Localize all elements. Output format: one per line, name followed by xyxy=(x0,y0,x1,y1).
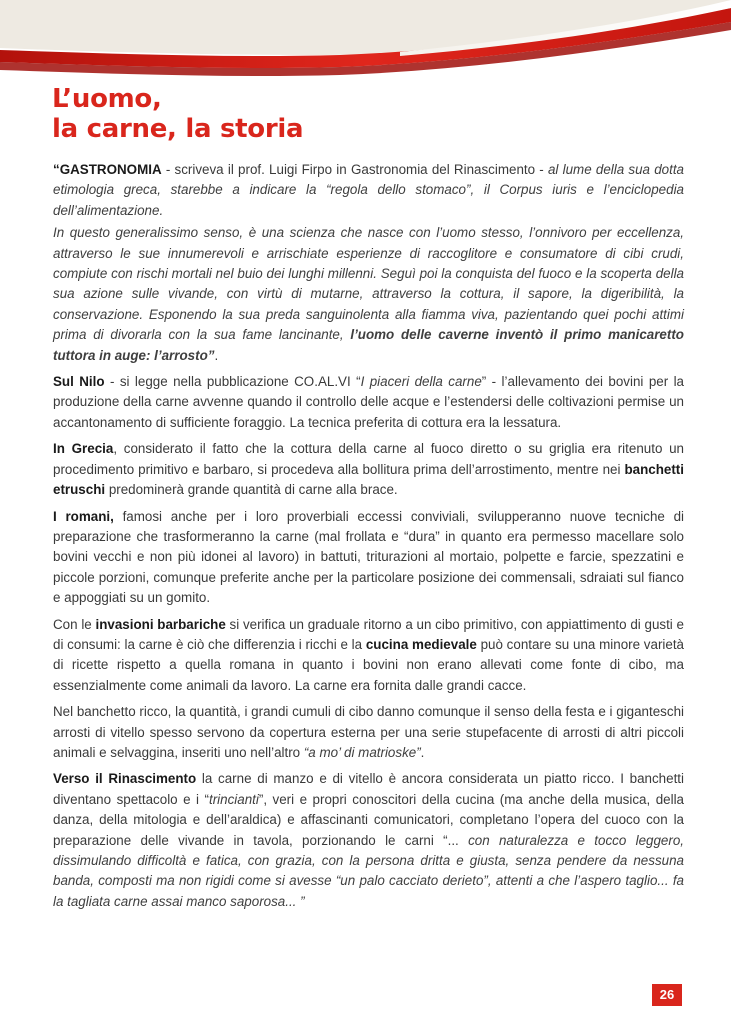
text-run: può contare su una minore varietà di ricette rispetto a quella romana in quanto i bovini non erano allevati come fonte di cibo, ma essenzialmente come animali da lavoro. La carne era fornita dalle grandi cacce. xyxy=(53,636,684,693)
paragraph-rinascimento xyxy=(53,769,684,912)
paragraph-nilo xyxy=(53,372,684,433)
text-run: ” - l’allevamento dei bovini per la produzione della carne avvenne quando il controllo delle acque e l’estendersi delle coltivazioni permise un accantonamento di sufficiente foraggio. La tecnica preferita di cottura era la lessatura. xyxy=(53,374,685,430)
text-run: predominerà grande quantità di carne alla brace. xyxy=(105,482,398,498)
title-line-2: la carne, la storia xyxy=(52,114,304,144)
lead-bold: Sul Nilo xyxy=(53,374,105,390)
bold-run: invasioni barbariche xyxy=(95,616,226,632)
text-run: famosi anche per i loro proverbiali eccessi conviviali, svilupperanno nuove tecniche di preparazione che trasformeranno la carne (mal frollata e “dura” in quanto era permesso macellare solo bovini vecchi e non più idonei al lavoro) in battuti, triturazioni al mortaio, polpette e farcie, spezzatini e piccole porzioni, comunque preferite anche per la particolare posizione dei commensali, sdraiati sul fianco e appoggiati su un gomito. xyxy=(53,508,685,606)
paragraph-fire xyxy=(53,223,684,366)
italic-run: al lume della sua dotta etimologia greca, starebbe a indicare la “regola dello stomaco”, il Corpus iuris e l’enciclopedia dell’alimentazione. xyxy=(53,162,684,218)
italic-run: trincianti xyxy=(208,791,259,807)
lead-bold: In Grecia xyxy=(53,441,114,457)
bold-italic-run: l’uomo delle caverne inventò il primo manicaretto tuttora in auge: l’arrosto” xyxy=(53,327,684,363)
bold-run: banchetti etruschi xyxy=(53,461,684,498)
text-run: Con le xyxy=(53,616,96,632)
italic-run: con naturalezza e tocco leggero, dissimulando difficoltà e fatica, con grazia, con la persona dritta e giusta, senza pendere da nessuna banda, composti ma non rigidi come si avesse “un palo cacciato derieto”, attenti a che l’aspero taglio... fa la tagliata carne assai manco saporosa... ” xyxy=(53,832,684,909)
text-run: , considerato il fatto che la cottura della carne al fuoco diretto o su griglia era ritenuto un procedimento primitivo e barbaro, si procedeva alla bollitura prima dell’arrostimento, mentre nei xyxy=(53,441,685,477)
text-run: ”, veri e propri conoscitori della cucina (ma anche della musica, della danza, della mitologia e dell’araldica) e affascinanti comunicatori, completano l’opera del cuoco con la preparazione delle vivande in tavola, porzionando le carni “... xyxy=(53,791,684,848)
text-run: . xyxy=(214,347,219,363)
paragraph-romani xyxy=(53,507,684,609)
header-ribbon xyxy=(0,0,731,90)
paragraph-grecia xyxy=(53,439,684,500)
paragraph-gastronomia xyxy=(53,160,684,221)
text-run: la carne di manzo e di vitello è ancora considerata un piatto ricco. I banchetti diventano spettacolo e i “ xyxy=(53,771,684,807)
italic-run: I piaceri della carne xyxy=(360,374,482,390)
article-body xyxy=(53,160,684,918)
paragraph-invasioni xyxy=(53,615,684,697)
title-line-1: L’uomo, xyxy=(52,84,162,114)
lead-bold: I romani, xyxy=(53,508,114,524)
italic-run: In questo generalissimo senso, è una scienza che nasce con l’uomo stesso, l’onnivoro per eccellenza, attraverso le sue innumerevoli e arrischiate esperienze di raccoglitore e consumatore di cibi crudi, compiute con rischi mortali nel buio dei lunghi millenni. Seguì poi la conquista del fuoco e la scoperta della sua azione sulle vivande, con virtù di mutarne, attraverso la cottura, il sapore, la digeribilità, la conservazione. Esponendo la sua preda sanguinolenta alla fiamma viva, pazientando quei pochi attimi prima di divorarla con la sua fame lancinante, xyxy=(53,225,684,343)
lead-bold: “GASTRONOMIA xyxy=(53,162,162,177)
page-title xyxy=(52,84,303,144)
page-number: 26 xyxy=(652,984,682,1006)
text-run: - si legge nella pubblicazione CO.AL.VI “ xyxy=(104,374,361,390)
text-run: Nel banchetto ricco, la quantità, i grandi cumuli di cibo danno comunque il senso della festa e i giganteschi arrosti di vitello spesso servono da copertura esterna per una serie stupefacente di arrosti di altri piccoli animali e selvaggina, inseriti uno nell’altro xyxy=(53,704,684,760)
bold-run: cucina medievale xyxy=(365,636,477,652)
italic-run: “a mo’ di matrioske” xyxy=(303,744,421,760)
paragraph-banchetto xyxy=(53,702,684,763)
text-run: - scriveva il prof. Luigi Firpo in Gastronomia del Rinascimento - xyxy=(161,162,548,177)
text-run: . xyxy=(420,744,425,760)
lead-bold: Verso il Rinascimento xyxy=(53,771,197,787)
text-run: si verifica un graduale ritorno a un cibo primitivo, con appiattimento di gusti e di consumi: la carne è ciò che differenzia i ricchi e la xyxy=(53,616,684,652)
